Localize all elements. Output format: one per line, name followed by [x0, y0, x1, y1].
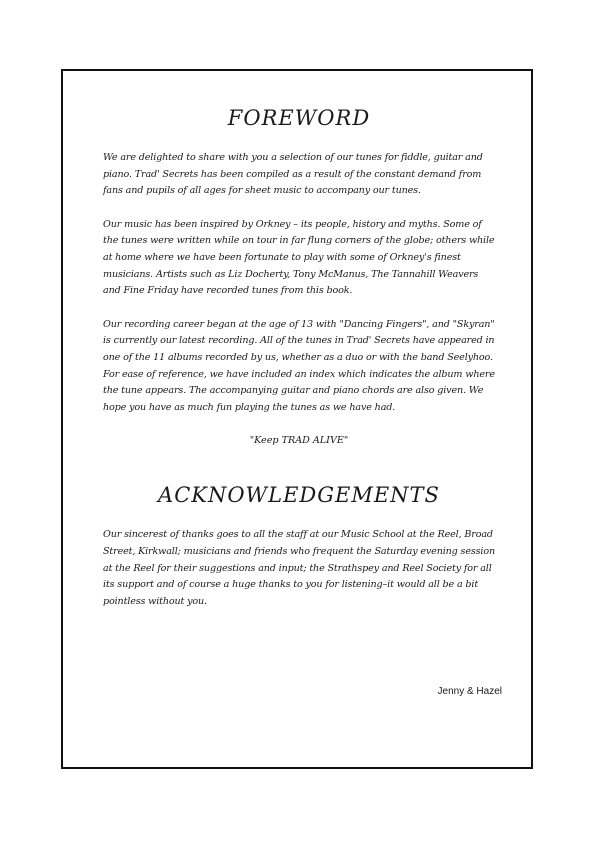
acknowledgements-paragraph: Our sincerest of thanks goes to all the staff at our Music School at the Reel, Broad Street, Kirkwall; musicians and friends who frequent the Saturday evening session at the Reel for their suggestions and input; the Strathspey and Reel Society for all its support and of course a huge thanks to you for listening–it would all be a bit pointless without you.	[103, 529, 495, 607]
motto: "Keep TRAD ALIVE"	[249, 435, 349, 447]
page-content	[103, 104, 495, 627]
foreword-paragraph-1: We are delighted to share with you a selection of our tunes for fiddle, guitar and piano. Trad' Secrets has been compiled as a result of the constant demand from fans and pupils of all ages for sheet music to accompany our tunes.	[103, 152, 483, 197]
foreword-title: FOREWORD	[227, 106, 371, 130]
foreword-paragraph-2: Our music has been inspired by Orkney – its people, history and myths. Some of the tunes were written while on tour in far flung corners of the globe; others while at home where we have been fortunate to play with some of Orkney's finest musicians. Artists such as Liz Docherty, Tony McManus, The Tannahill Weavers and Fine Friday have recorded tunes from this book.	[103, 218, 495, 297]
acknowledgements-title: ACKNOWLEDGEMENTS	[158, 483, 440, 508]
foreword-paragraph-3: Our recording career began at the age of 13 with "Dancing Fingers", and "Skyran" is currently our latest recording. All of the tunes in Trad' Secrets have appeared in one of the 11 albums recorded by us, whether as a duo or with the band Seelyhoo. For ease of reference, we have included an index which indicates the album where the tune appears. The accompanying guitar and piano chords are also given. We hope you have as much fun playing the tunes as we have had.	[103, 318, 495, 413]
signature: Jenny & Hazel	[437, 686, 502, 697]
